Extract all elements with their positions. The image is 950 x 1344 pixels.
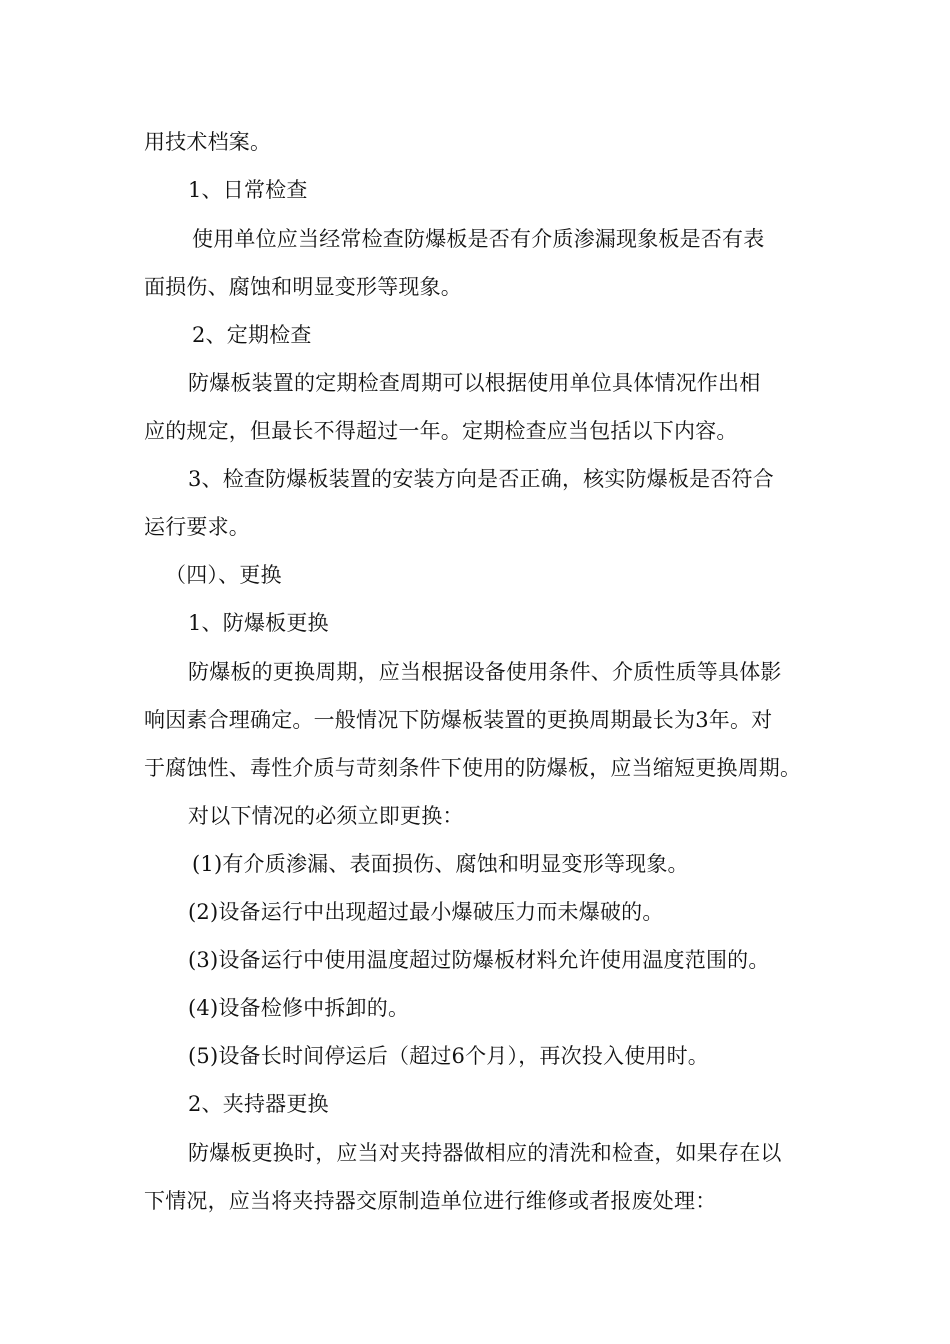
text-line: 下情况，应当将夹持器交原制造单位进行维修或者报废处理：: [144, 1189, 717, 1213]
list-item: (3)设备运行中使用温度超过防爆板材料允许使用温度范围的。: [188, 948, 770, 972]
list-item: (2)设备运行中出现超过最小爆破压力而未爆破的。: [188, 900, 664, 924]
section-heading: 1、日常检查: [188, 178, 308, 202]
text-line: 对以下情况的必须立即更换：: [188, 804, 464, 828]
text-line: 使用单位应当经常检查防爆板是否有介质渗漏现象板是否有表: [192, 227, 765, 251]
text-line: 于腐蚀性、毒性介质与苛刻条件下使用的防爆板，应当缩短更换周期。: [144, 756, 802, 780]
text-line: 防爆板的更换周期，应当根据设备使用条件、介质性质等具体影: [188, 660, 782, 684]
text-line: 应的规定，但最长不得超过一年。定期检查应当包括以下内容。: [144, 419, 738, 443]
section-heading: 2、夹持器更换: [188, 1092, 329, 1116]
text-line: 防爆板更换时，应当对夹持器做相应的清洗和检查，如果存在以: [188, 1141, 782, 1165]
list-item: (5)设备长时间停运后（超过6个月），再次投入使用时。: [188, 1044, 710, 1068]
text-line: 3、检查防爆板装置的安装方向是否正确，核实防爆板是否符合: [188, 467, 774, 491]
list-item: (1)有介质渗漏、表面损伤、腐蚀和明显变形等现象。: [192, 852, 689, 876]
section-heading: 1、防爆板更换: [188, 611, 329, 635]
section-heading: 2、定期检查: [192, 323, 312, 347]
text-line: 防爆板装置的定期检查周期可以根据使用单位具体情况作出相: [188, 371, 761, 395]
text-line: 面损伤、腐蚀和明显变形等现象。: [144, 275, 462, 299]
text-line: 用技术档案。: [144, 130, 272, 154]
text-line: 运行要求。: [144, 515, 250, 539]
text-line: 响因素合理确定。一般情况下防爆板装置的更换周期最长为3年。对: [144, 708, 773, 732]
section-heading: （四）、更换: [165, 563, 282, 587]
list-item: (4)设备检修中拆卸的。: [188, 996, 410, 1020]
